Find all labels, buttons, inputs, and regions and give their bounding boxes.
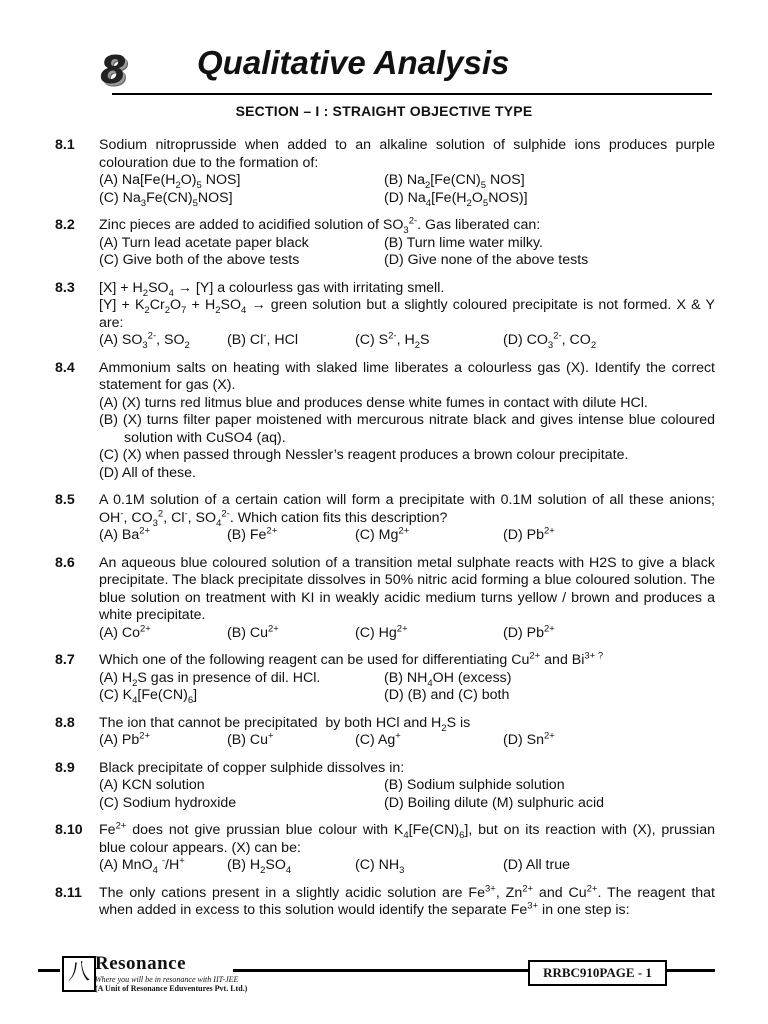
option-a[interactable]: (A) $Co^{2+}$ [99,622,151,641]
option-c[interactable]: (C) $K_4[Fe(CN)_6]$ [99,687,198,706]
question-number: 8.6 [55,554,75,571]
question-number: 8.11 [55,884,82,901]
option-c[interactable]: (C) $NH_3$ [355,857,405,876]
question-text: $Fe^{2+}$ does not give prussian blue colour with $K_4[Fe(CN)_6]$, but on its reaction with (X), prussian blue colour appears. (X) can be: [99,820,715,856]
footer-rule-end [665,969,715,972]
question-8-7 [55,652,715,705]
option-row [99,857,715,875]
option-c[interactable]: (C) $Hg^{2+}$ [355,622,408,641]
option-row [99,527,715,545]
question-8-4 [55,360,715,483]
question-text: An aqueous blue coloured solution of a transition metal sulphate reacts with H2S to give a black precipitate. The black precipitate dissolves in 50% nitric acid forming a blue coloured solution. The blue solution on treatment with KI in weakly acidic medium turns yellow / brown and produces a white precipitate. [99,554,715,623]
option-d[interactable]: (D) $Sn^{2+}$ [503,730,555,748]
option-c[interactable]: (C) $Na_3Fe(CN)_5NOS$] [99,189,233,209]
question-8-8 [55,715,715,750]
option-d[interactable]: (D) $Pb^{2+}$ [503,622,555,641]
question-8-1 [55,137,715,207]
question-text: A 0.1M solution of a certain cation will form a precipitate with 0.1M solution of all these anions; OH-, $CO_3^2$, Cl-, $SO_4^{2-}$. Which cation fits this description? [99,492,715,529]
question-number: 8.1 [55,137,75,153]
option-a[interactable]: (A) $H_2S$ gas in presence of dil. HCl. [99,669,321,689]
resonance-logo-icon: 八 [62,956,96,992]
option-b[interactable]: (B) (X) turns filter paper moistened with mercurous nitrate black and gives intense blue coloured solution with CuSO4 (aq). [99,412,715,446]
option-b[interactable]: (B) Sodium sulphide solution [384,777,565,793]
question-number: 8.5 [55,492,75,508]
option-b[interactable]: (B) $Na_2[Fe(CN)_5$ NOS] [384,172,525,191]
option-b[interactable]: (B) Turn lime water milky. [384,234,543,251]
option-c[interactable]: (C) Ag+ [355,730,401,748]
option-b[interactable]: (B) Cu+ [227,730,274,748]
option-d[interactable]: (D) All of these. [99,464,196,481]
option-c[interactable]: (C) $Mg^{2+}$ [355,525,410,543]
question-text: Which one of the following reagent can be used for differentiating $Cu^{2+}$ and $Bi^{3+ ?}$ [99,650,604,668]
option-grid [99,172,715,207]
question-text: The only cations present in a slightly acidic solution are $Fe^{3+}$, $Zn^{2+}$ and $Cu^{2+}$. The reagent that when added in excess to this solution would identify the separate $Fe^{3+}$ in one step is: [99,882,715,918]
option-list [99,395,715,483]
option-b[interactable]: (B) $NH_4OH$ (excess) [384,669,512,689]
option-grid [99,235,715,270]
question-number: 8.9 [55,759,75,776]
option-a[interactable]: (A) (X) turns red litmus blue and produces dense white fumes in contact with dilute HCl. [99,394,648,411]
question-text: Sodium nitroprusside when added to an alkaline solution of sulphide ions produces purple colouration due to the formation of: [99,137,715,171]
option-a[interactable]: (A) $SO_3^{2-}$, $SO_2$ [99,330,190,351]
chapter-title: Qualitative Analysis [197,44,510,81]
question-text: Zinc pieces are added to acidified solution of $SO_3^{2-}$. Gas liberated can: [99,215,541,236]
question-text-2: $[Y] + K_2Cr_2O_7 + H_2SO_4$ → green solution but a slightly coloured precipitate is not formed. X & Y are: [99,297,715,331]
header-rule [112,93,712,95]
question-number: 8.10 [55,822,83,838]
question-8-5 [55,492,715,545]
option-a[interactable]: (A) Turn lead acetate paper black [99,234,309,251]
question-number: 8.8 [55,714,75,731]
option-grid [99,670,715,705]
footer-brand: Resonance [95,953,187,974]
option-a[interactable]: (A) $Na[Fe(H_2O)_5$ NOS] [99,172,241,191]
question-text: Ammonium salts on heating with slaked lime liberates a colourless gas (X). Identify the correct statement for gas (X). [99,359,715,393]
question-number: 8.7 [55,652,75,668]
option-c[interactable]: (C) Give both of the above tests [99,252,300,268]
option-b[interactable]: (B) $Cu^{2+}$ [227,622,279,641]
question-8-11 [55,882,715,920]
question-8-6 [55,555,715,643]
option-grid [99,777,715,812]
question-8-3 [55,280,715,350]
footer-tagline-line1: Where you will be in resonance with IIT-JEE [95,975,239,984]
page-footer [0,953,768,1016]
question-number: 8.2 [55,217,75,233]
page-header [0,40,768,100]
option-c[interactable]: (C) $S^{2-}$, $H_2S$ [355,330,430,351]
question-text: Black precipitate of copper sulphide dissolves in: [99,759,405,776]
option-a[interactable]: (A) $Pb^{2+}$ [99,730,151,748]
option-d[interactable]: (D) (B) and (C) both [384,687,510,703]
option-row [99,732,715,750]
option-d[interactable]: (D) $Na_4[Fe(H_2O_5NOS)]$ [384,189,528,209]
footer-rule-right [233,969,528,972]
page-number-box: RRBC910PAGE - 1 [528,960,667,986]
option-a[interactable]: (A) KCN solution [99,777,205,793]
option-b[interactable]: (B) Cl-, HCl [227,330,298,348]
option-d[interactable]: (D) Give none of the above tests [384,252,589,268]
option-a[interactable]: (A) MnO$_4$ -/H+ [99,855,185,876]
footer-rule-left [38,969,60,972]
question-8-9 [55,760,715,813]
question-number: 8.4 [55,359,75,376]
question-text: The ion that cannot be precipitated by both HCl and $H_2S$ is [99,714,471,734]
section-title: SECTION – I : STRAIGHT OBJECTIVE TYPE [235,103,533,119]
option-d[interactable]: (D) $CO_3^{2-}$, $CO_2$ [503,330,597,351]
option-d[interactable]: (D) All true [503,857,571,873]
option-d[interactable]: (D) Boiling dilute (M) sulphuric acid [384,794,604,811]
option-a[interactable]: (A) $Ba^{2+}$ [99,525,151,543]
option-d[interactable]: (D) $Pb^{2+}$ [503,525,555,543]
question-text: $[X] + H_2SO_4 \to [Y]$ a colourless gas with irritating smell. [99,279,445,299]
option-b[interactable]: (B) $Fe^{2+}$ [227,525,278,543]
chapter-number: 8 [100,48,126,92]
option-c[interactable]: (C) (X) when passed through Nessler’s reagent produces a brown colour precipitate. [99,447,629,463]
question-number: 8.3 [55,279,75,296]
question-8-10 [55,822,715,875]
footer-tagline [95,975,247,993]
option-c[interactable]: (C) Sodium hydroxide [99,794,237,811]
question-8-2 [55,217,715,270]
option-b[interactable]: (B) $H_2SO_4$ [227,857,292,876]
option-row [99,622,715,643]
question-list [55,137,715,930]
option-row [99,332,715,350]
footer-tagline-line2: (A Unit of Resonance Eduventures Pvt. Ltd.) [95,984,248,993]
